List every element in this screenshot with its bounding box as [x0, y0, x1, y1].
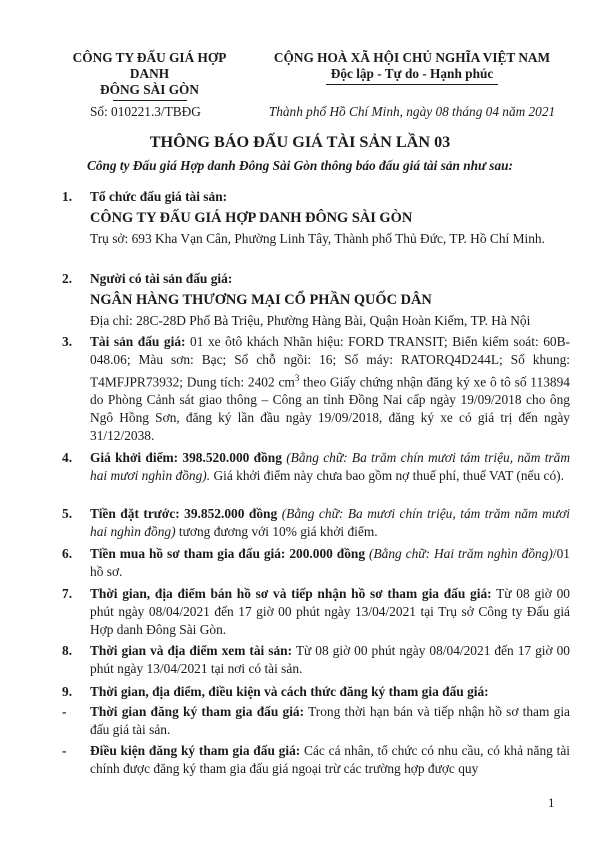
motto-underline — [326, 84, 498, 85]
section-5 — [62, 505, 570, 541]
page-number: 1 — [548, 795, 555, 810]
section-2 — [62, 270, 570, 330]
org-name-line1: CÔNG TY ĐẤU GIÁ HỢP DANH — [72, 50, 227, 81]
auction-org-name: CÔNG TY ĐẤU GIÁ HỢP DANH ĐÔNG SÀI GÒN — [90, 210, 413, 226]
place-date: Thành phố Hồ Chí Minh, ngày 08 tháng 04 năm 2021 — [268, 104, 556, 119]
bullet-dash: - — [62, 704, 67, 719]
starting-price: Giá khởi điểm: 398.520.000 đồng (Bằng chữ: Ba trăm chín mươi tám triệu, năm trăm hai mươi nghìn đồng). Giá khởi điểm này chưa bao gồm nợ thuế phí, thuế VAT (nếu có). — [90, 450, 570, 483]
section-number: 3. — [62, 334, 73, 349]
section-7 — [62, 585, 570, 639]
dossier-fee: Tiền mua hồ sơ tham gia đấu giá: 200.000 đồng (Bằng chữ: Hai trăm nghìn đồng)/01 hồ sơ. — [90, 546, 571, 579]
section-number: 9. — [62, 684, 73, 699]
section-number: 6. — [62, 546, 73, 561]
deposit: Tiền đặt trước: 39.852.000 đồng (Bằng chữ: Ba mươi chín triệu, tám trăm năm mươi hai nghìn đồng) tương đương với 10% giá khởi điểm. — [90, 506, 571, 539]
section-3 — [62, 333, 570, 445]
asset-owner-name: NGÂN HÀNG THƯƠNG MẠI CỔ PHẦN QUỐC DÂN — [90, 292, 432, 308]
section-4 — [62, 449, 570, 485]
org-header — [62, 50, 237, 101]
section-heading: Thời gian, địa điểm, điều kiện và cách thức đăng ký tham gia đấu giá: — [90, 684, 489, 699]
document-number: Số: 010221.3/TBĐG — [90, 104, 201, 119]
section-heading: Tổ chức đấu giá tài sản: — [90, 189, 228, 204]
auction-org-address: Trụ sở: 693 Kha Vạn Cân, Phường Linh Tây, Thành phố Thủ Đức, TP. Hồ Chí Minh. — [90, 231, 545, 246]
section-9 — [62, 683, 570, 701]
org-name-line2: ĐÔNG SÀI GÒN — [100, 82, 199, 97]
bullet-dash: - — [62, 743, 67, 758]
dossier-sale-time-place: Thời gian, địa điểm bán hồ sơ và tiếp nhận hồ sơ tham gia đấu giá: Từ 08 giờ 00 phút ngày 08/04/2021 đến 17 giờ 00 phút ngày 13/04/2021 tại Trụ sở Công ty Đấu giá Hợp danh Đông Sài Gòn. — [90, 586, 570, 637]
nation-header — [254, 50, 570, 85]
section-heading: Người có tài sản đấu giá: — [90, 271, 233, 286]
section-number: 4. — [62, 450, 73, 465]
section-label: Tài sản đấu giá: — [90, 334, 186, 349]
section-number: 7. — [62, 586, 73, 601]
nation-motto: Độc lập - Tự do - Hạnh phúc — [330, 66, 494, 81]
asset-viewing-time-place: Thời gian và địa điểm xem tài sản: Từ 08 giờ 00 phút ngày 08/04/2021 đến 17 giờ 00 phút ngày 13/04/2021 tại nơi có tài sản. — [90, 643, 570, 676]
nation-title: CỘNG HOÀ XÃ HỘI CHỦ NGHĨA VIỆT NAM — [273, 50, 551, 65]
section-1 — [62, 188, 570, 248]
bullet-registration-time: - Thời gian đăng ký tham gia đấu giá: Trong thời hạn bán và tiếp nhận hồ sơ tham gia đấu giá tài sản. — [62, 704, 570, 737]
section-number: 8. — [62, 643, 73, 658]
section-number: 2. — [62, 271, 73, 286]
asset-owner-address: Địa chỉ: 28C-28D Phố Bà Triệu, Phường Hàng Bài, Quận Hoàn Kiếm, TP. Hà Nội — [90, 313, 531, 328]
asset-description: Tài sản đấu giá: 01 xe ôtô khách Nhãn hiệu: FORD TRANSIT; Biển kiểm soát: 60B-048.06; Màu sơn: Bạc; Số chỗ ngồi: 16; Số máy: RATORQ4D244L; Số khung: T4MFJPR73932; Dung tích: 2402 $cm^3$ theo Giấy chứng nhận đăng ký xe ô tô số 113894 do Phòng Cảnh sát giao thông – Công an tỉnh Đồng Nai cấp ngày 19/09/2018 cho ông Ngô Hồng Sơn, đăng ký lần đầu ngày 19/09/2018, đăng ký xe có giá trị đến ngày 31/12/2038. — [90, 334, 570, 444]
document-title: THÔNG BÁO ĐẤU GIÁ TÀI SẢN LẦN 03 — [149, 133, 451, 151]
section-6 — [62, 545, 570, 581]
section-8 — [62, 642, 570, 678]
document-subtitle: Công ty Đấu giá Hợp danh Đông Sài Gòn thông báo đấu giá tài sản như sau: — [87, 158, 513, 173]
section-number: 5. — [62, 506, 73, 521]
org-underline — [113, 100, 187, 101]
section-number: 1. — [62, 189, 73, 204]
bullet-registration-conditions: - Điều kiện đăng ký tham gia đấu giá: Các cá nhân, tổ chức có nhu cầu, có khả năng tài chính được đăng ký tham gia đấu giá ngoại trừ các trường hợp được quy — [62, 743, 570, 776]
